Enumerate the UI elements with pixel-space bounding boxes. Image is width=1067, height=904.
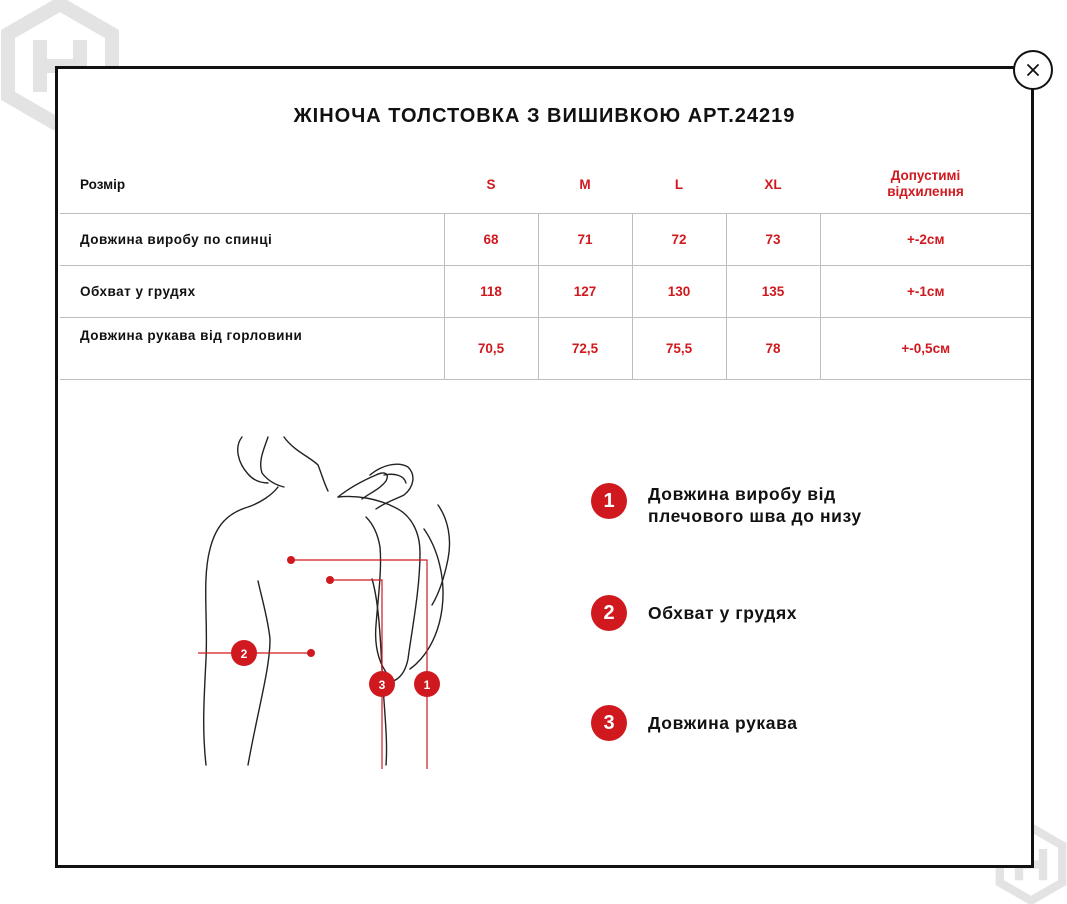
marker-label: 2	[240, 647, 248, 661]
table-cell: 118	[444, 266, 538, 318]
tolerance-cell: +-0,5см	[820, 318, 1031, 380]
table-cell: 71	[538, 214, 632, 266]
table-row	[60, 318, 1031, 380]
marker-2	[231, 640, 257, 666]
legend-item	[591, 705, 928, 741]
table-cell: 72	[632, 214, 726, 266]
legend-number: 2	[591, 595, 627, 631]
header-l: L	[632, 155, 726, 214]
header-tolerance-text: Допустимі відхилення	[887, 168, 964, 199]
header-m: M	[538, 155, 632, 214]
table-row	[60, 266, 1031, 318]
table-header-row	[60, 155, 1031, 214]
table-cell: 78	[726, 318, 820, 380]
marker-label: 1	[423, 678, 431, 692]
legend-item	[591, 483, 928, 527]
legend-text: Довжина рукава	[648, 713, 798, 733]
header-s: S	[444, 155, 538, 214]
row-label: Довжина виробу по спинці	[60, 214, 444, 266]
modal-title: ЖІНОЧА ТОЛСТОВКА З ВИШИВКОЮ АРТ.24219	[293, 105, 796, 127]
legend-number: 1	[591, 483, 627, 519]
header-tolerance	[820, 155, 1031, 214]
table-cell: 135	[726, 266, 820, 318]
table-cell: 127	[538, 266, 632, 318]
table-cell: 70,5	[444, 318, 538, 380]
table-row	[60, 214, 1031, 266]
legend-text: Обхват у грудях	[648, 603, 798, 623]
body-outline	[204, 437, 450, 765]
tolerance-cell: +-1см	[820, 266, 1031, 318]
close-icon	[1025, 62, 1041, 78]
row-label: Довжина рукава від горловини	[60, 318, 444, 380]
measurement-points	[198, 556, 336, 769]
table-cell: 72,5	[538, 318, 632, 380]
header-xl: XL	[726, 155, 820, 214]
close-button[interactable]	[1013, 50, 1053, 90]
marker-label: 3	[378, 678, 386, 692]
size-table	[60, 155, 1031, 380]
header-size: Розмір	[60, 155, 444, 214]
marker-1	[414, 671, 440, 697]
size-chart-modal	[55, 66, 1034, 868]
measurement-lines	[198, 560, 427, 769]
legend-number: 3	[591, 705, 627, 741]
legend-item	[591, 595, 928, 631]
table-cell: 73	[726, 214, 820, 266]
table-cell: 68	[444, 214, 538, 266]
legend-text: Довжина виробу від плечового шва до низу	[648, 484, 862, 526]
measurement-diagram	[198, 429, 538, 769]
table-cell: 130	[632, 266, 726, 318]
row-label: Обхват у грудях	[60, 266, 444, 318]
tolerance-cell: +-2см	[820, 214, 1031, 266]
table-cell: 75,5	[632, 318, 726, 380]
marker-3	[369, 671, 395, 697]
